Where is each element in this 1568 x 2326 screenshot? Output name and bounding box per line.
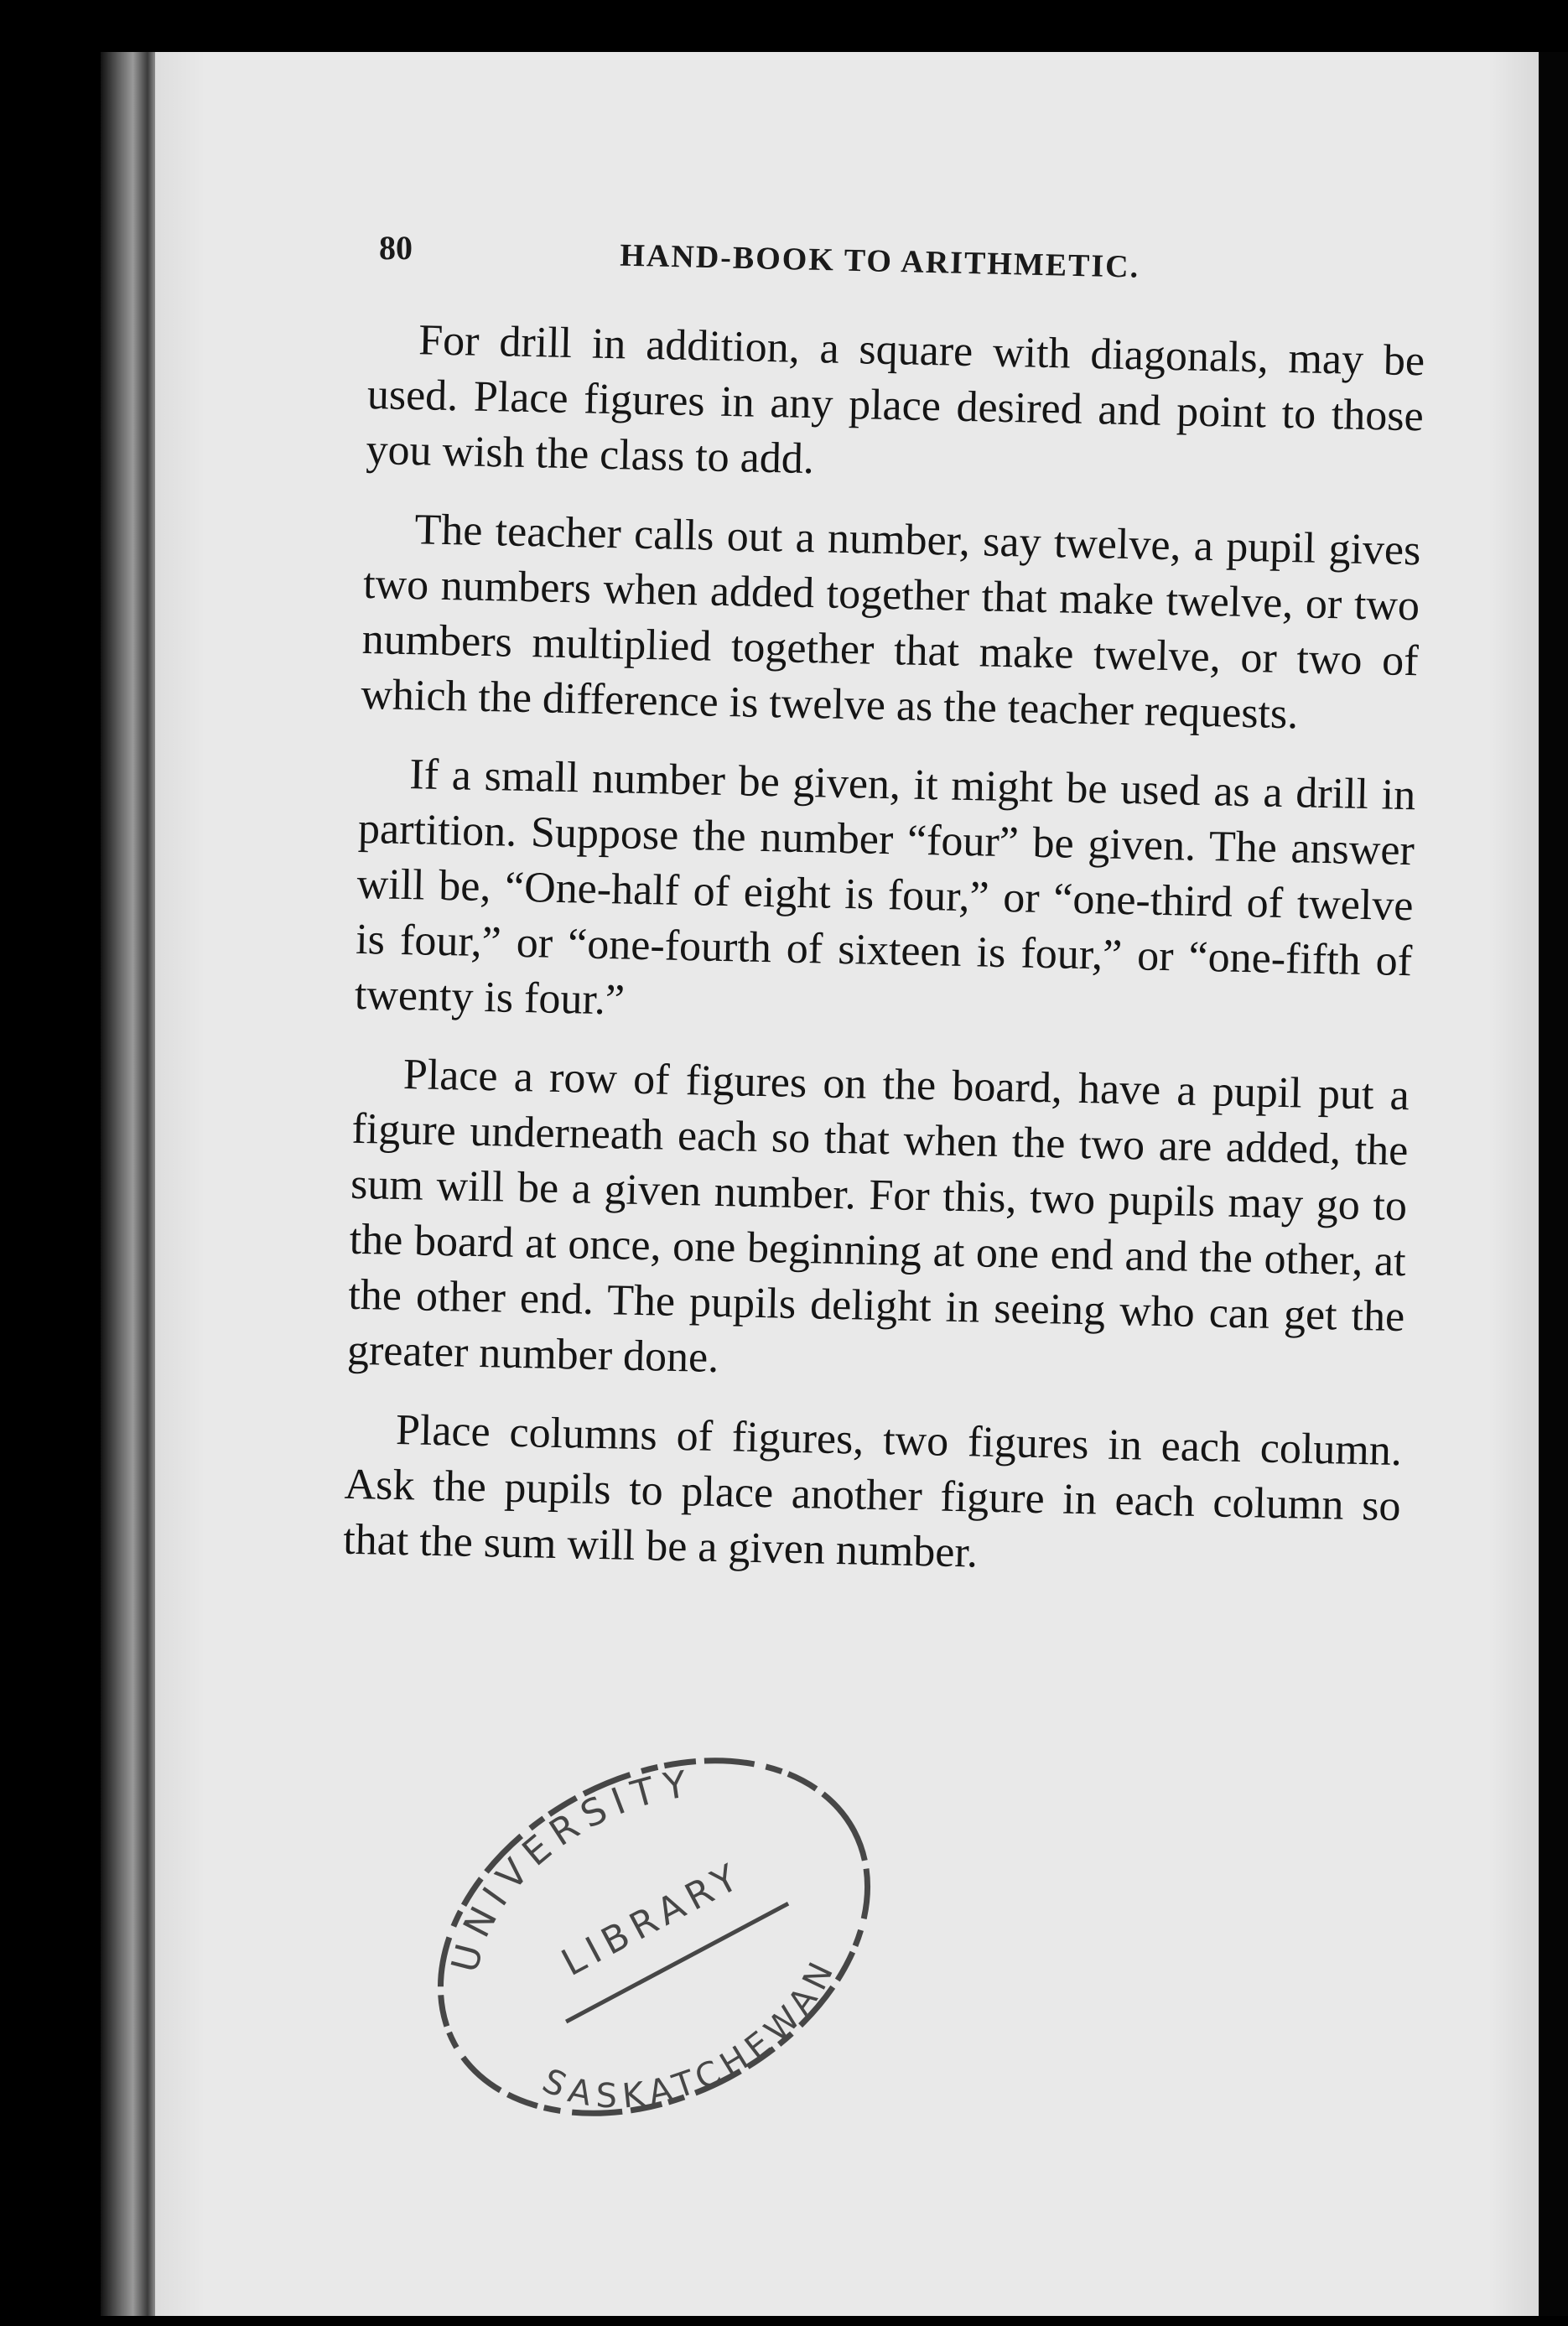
page-number: 80: [379, 229, 413, 267]
paragraph: If a small number be given, it might be used as a drill in partition. Suppose the number “four” be given. The answer will be, “One-half of eight is four,” or “one-third of twelve is four,” or “one-fourth of sixteen is four,” or “one-fifth of twenty is four.”: [354, 750, 1416, 1025]
paragraph: Place a row of figures on the board, have a pupil put a figure underneath each so that when the two are added, the sum will be a given number. For this, two pupils may go to the board at once, one beginning at one end and the other, at the other end. The pupils delight in seeing who can get the greater number done.: [346, 1051, 1410, 1383]
running-head-title: HAND-BOOK TO ARITHMETIC.: [619, 237, 1140, 285]
library-stamp: [394, 1719, 914, 2155]
paragraph: The teacher calls out a number, say twelve, a pupil gives two numbers when added together that make twelve, or two numbers multiplied together that make twelve, or two of which the difference is twelve as the teacher requests.: [360, 506, 1421, 739]
facing-page-edge: [1539, 52, 1568, 2316]
page-body: [342, 312, 1425, 1613]
paragraph: Place columns of figures, two figures in each column. Ask the pupils to place another figure in each column so that the sum will be a given number.: [342, 1405, 1403, 1577]
paragraph: For drill in addition, a square with diagonals, may be used. Place figures in any place desired and point to those you wish the class to add.: [365, 316, 1425, 484]
book-gutter-shadow: [101, 52, 159, 2316]
stamp-top-text: UNIVERSITY: [444, 1762, 698, 1977]
stamp-bottom-text: SASKATCHEWAN: [537, 1950, 844, 2116]
stamp-middle-text: LIBRARY: [554, 1853, 751, 1985]
